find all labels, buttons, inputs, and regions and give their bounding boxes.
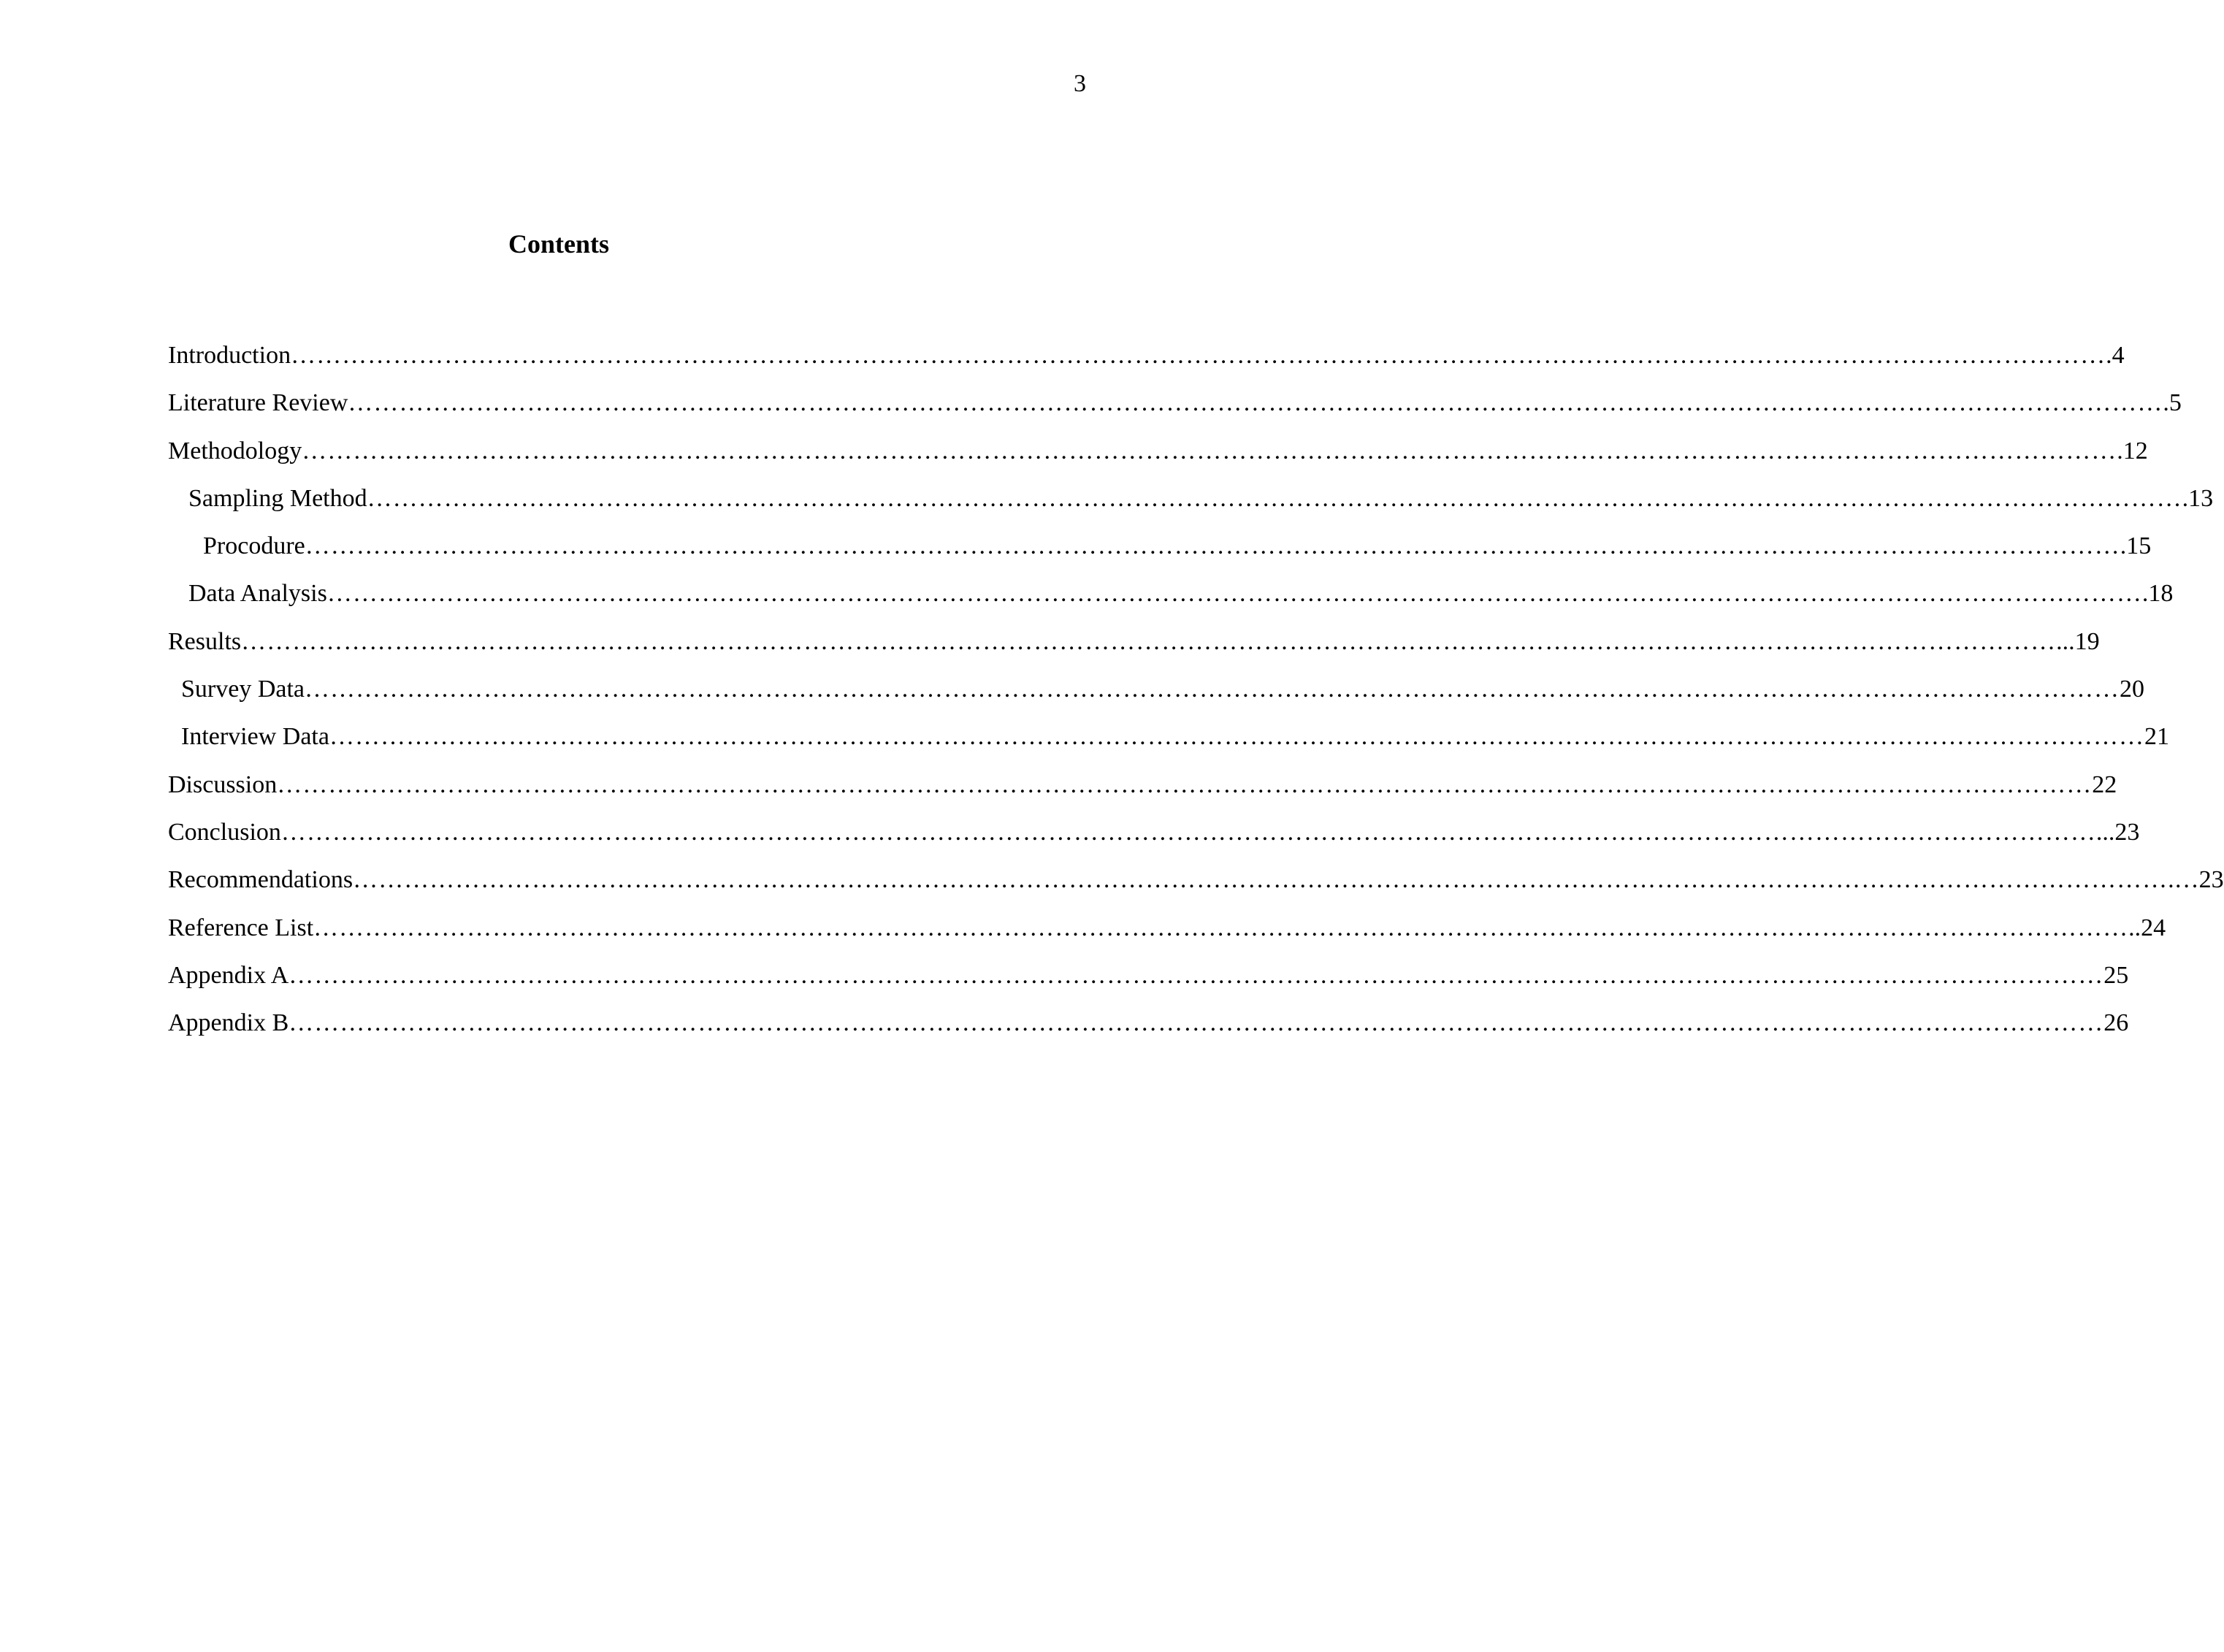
toc-entry-label: Literature Review	[168, 389, 348, 417]
toc-entry-page: .15	[2120, 532, 2152, 560]
toc-entry-appendix-a[interactable]	[168, 957, 2129, 1005]
contents-heading: Contents	[508, 229, 609, 259]
toc-entry-page: .4	[2106, 342, 2125, 369]
toc-entry-data-analysis[interactable]	[188, 575, 2174, 623]
toc-entry-conclusion[interactable]	[168, 814, 2140, 862]
toc-entry-label: Survey Data	[181, 676, 305, 703]
toc-entry-results[interactable]	[168, 624, 2100, 671]
toc-entry-label: Introduction	[168, 342, 291, 369]
toc-entry-label: Sampling Method	[188, 484, 367, 512]
dot-leader: ……………………………………………………………………………………………………………………………………………………………………………………………	[302, 437, 2117, 464]
dot-leader: ……………………………………………………………………………………………………………………………………………………………………………………………	[329, 723, 2144, 751]
toc-entry-label: Appendix A	[168, 961, 289, 989]
toc-entry-label: Interview Data	[181, 723, 329, 751]
dot-leader: ……………………………………………………………………………………………………………………………………………………………………………………………	[353, 866, 2168, 894]
toc-entry-page: ...19	[2056, 627, 2100, 655]
toc-entry-label: Data Analysis	[188, 580, 327, 608]
toc-entry-label: Results	[168, 627, 242, 655]
page-number: 3	[1074, 70, 1086, 97]
dot-leader: ……………………………………………………………………………………………………………………………………………………………………………………………	[313, 914, 2129, 941]
dot-leader: ……………………………………………………………………………………………………………………………………………………………………………………………	[291, 342, 2106, 369]
dot-leader: ……………………………………………………………………………………………………………………………………………………………………………………………	[241, 627, 2057, 655]
dot-leader: ……………………………………………………………………………………………………………………………………………………………………………………………	[326, 580, 2142, 608]
toc-entry-survey-data[interactable]	[181, 671, 2145, 719]
toc-entry-page: .…23	[2168, 866, 2224, 894]
toc-entry-page: .13	[2182, 484, 2214, 512]
toc-entry-procodure[interactable]	[203, 528, 2152, 575]
dot-leader: ……………………………………………………………………………………………………………………………………………………………………………………………	[367, 484, 2182, 512]
dot-leader: ……………………………………………………………………………………………………………………………………………………………………………………………	[280, 818, 2096, 846]
dot-leader: ……………………………………………………………………………………………………………………………………………………………………………………………	[277, 770, 2093, 798]
dot-leader: ……………………………………………………………………………………………………………………………………………………………………………………………	[305, 532, 2120, 560]
toc-entry-reference-list[interactable]	[168, 910, 2166, 957]
toc-entry-label: Reference List	[168, 914, 314, 941]
toc-entry-sampling-method[interactable]	[188, 481, 2214, 528]
dot-leader: ……………………………………………………………………………………………………………………………………………………………………………………………	[288, 1009, 2104, 1037]
toc-entry-recommendations[interactable]	[168, 862, 2224, 909]
toc-entry-page: .5	[2163, 389, 2182, 417]
toc-entry-page: .12	[2117, 437, 2148, 464]
toc-entry-literature-review[interactable]	[168, 385, 2182, 432]
toc-entry-label: Conclusion	[168, 818, 281, 846]
toc-entry-page: 21	[2144, 723, 2169, 751]
dot-leader: ……………………………………………………………………………………………………………………………………………………………………………………………	[288, 961, 2104, 989]
toc-entry-appendix-b[interactable]	[168, 1005, 2129, 1052]
toc-entry-label: Recommendations	[168, 866, 354, 894]
toc-entry-page: 22	[2092, 770, 2117, 798]
dot-leader: ……………………………………………………………………………………………………………………………………………………………………………………………	[305, 676, 2120, 703]
dot-leader: ……………………………………………………………………………………………………………………………………………………………………………………………	[348, 389, 2163, 417]
toc-entry-label: Appendix B	[168, 1009, 289, 1037]
toc-entry-methodology[interactable]	[168, 433, 2148, 481]
toc-entry-page: ...23	[2095, 818, 2140, 846]
toc-entry-label: Discussion	[168, 770, 278, 798]
toc-entry-page: ..24	[2128, 914, 2166, 941]
toc-entry-page: 25	[2103, 961, 2129, 989]
toc-entry-interview-data[interactable]	[181, 719, 2169, 766]
toc-entry-page: .18	[2141, 580, 2174, 608]
toc-entry-label: Procodure	[203, 532, 305, 560]
toc-entry-discussion[interactable]	[168, 767, 2117, 814]
toc-entry-page: 20	[2120, 676, 2145, 703]
toc-entry-label: Methodology	[168, 437, 302, 464]
table-of-contents	[168, 337, 2224, 1052]
toc-entry-introduction[interactable]	[168, 337, 2125, 385]
toc-entry-page: 26	[2103, 1009, 2129, 1037]
